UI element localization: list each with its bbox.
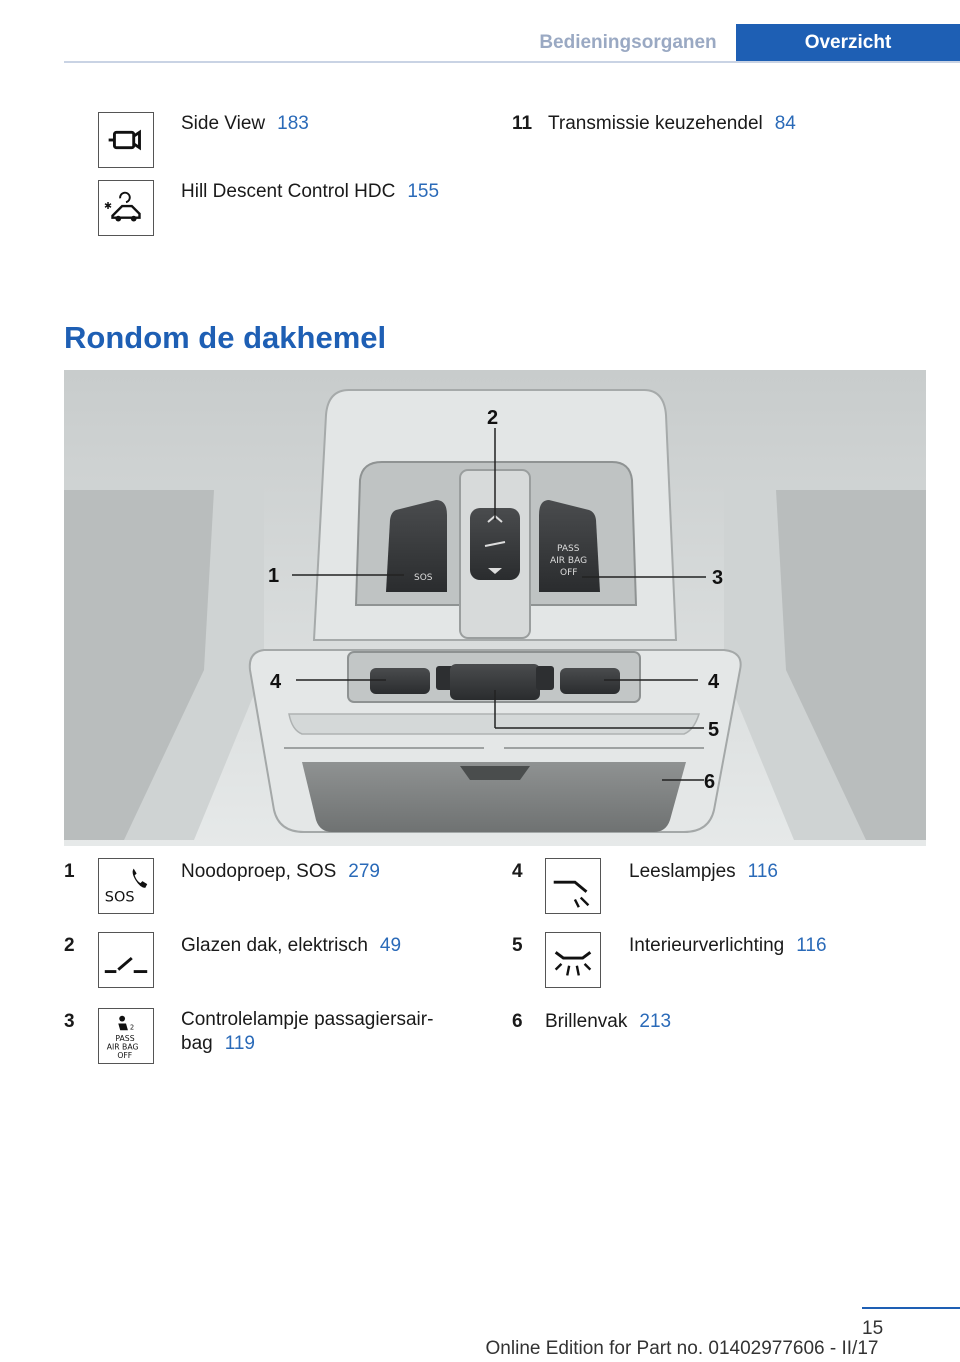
legend-label-2: Glazen dak, elektrisch [181, 935, 368, 956]
callout-1: 1 [268, 565, 280, 587]
legend-number-4: 4 [512, 861, 523, 882]
legend-number-3: 3 [64, 1011, 75, 1032]
footer-divider [862, 1307, 960, 1309]
transmission-item [548, 112, 796, 136]
edition-note: Online Edition for Part no. 01402977606 - II/17 [485, 1338, 879, 1359]
airbag-icon-pass: PASS [115, 1033, 135, 1043]
legend-item-3 [181, 1008, 451, 1056]
side-view-label: Side View [181, 113, 266, 134]
legend-label-4: Leeslampjes [629, 861, 736, 882]
legend-number-5: 5 [512, 935, 523, 956]
interior-light-icon [545, 932, 601, 988]
callout-5: 5 [708, 719, 720, 741]
passenger-airbag-off-icon [98, 1008, 154, 1064]
sunroof-icon [98, 932, 154, 988]
legend-item-5 [629, 934, 827, 958]
figure-airbag-airbag: AIR BAG [550, 556, 588, 566]
legend-item-4 [629, 860, 778, 884]
section-title: Rondom de dakhemel [64, 320, 387, 355]
legend-ref-4[interactable]: 116 [747, 861, 778, 882]
legend-ref-2[interactable]: 49 [379, 935, 402, 956]
callout-3: 3 [712, 567, 724, 589]
hill-descent-item [181, 180, 439, 204]
reading-lamp-icon [545, 858, 601, 914]
legend-label-3: Controlelampje passagiersair- [181, 1009, 434, 1030]
figure-airbag-off: OFF [560, 568, 578, 578]
svg-text:2: 2 [129, 1023, 135, 1032]
airbag-icon-airbag: AIR BAG [106, 1042, 139, 1052]
page-number: 15 [862, 1318, 884, 1339]
hill-descent-ref[interactable]: 155 [407, 181, 440, 202]
svg-text:✱: ✱ [103, 200, 112, 212]
legend-item-1 [181, 860, 380, 884]
callout-4-left: 4 [270, 671, 282, 693]
figure-airbag-pass: PASS [557, 544, 580, 554]
legend-label-3-cont: bag [181, 1033, 213, 1054]
legend-item-2 [181, 934, 401, 958]
figure-sos-label: SOS [414, 573, 433, 583]
hill-descent-icon [98, 180, 154, 236]
header-section-tab[interactable]: Bedieningsorganen [539, 32, 717, 53]
transmission-ref[interactable]: 84 [774, 113, 796, 134]
callout-4-right: 4 [708, 671, 720, 693]
side-view-item [181, 112, 309, 136]
legend-item-6 [545, 1010, 671, 1034]
legend-ref-3[interactable]: 119 [224, 1033, 255, 1054]
callout-6: 6 [704, 771, 716, 793]
airbag-icon-off: OFF [117, 1051, 133, 1061]
transmission-label: Transmissie keuzehendel [548, 113, 763, 134]
legend-label-1: Noodoproep, SOS [181, 861, 337, 882]
legend-number-2: 2 [64, 935, 75, 956]
legend-number-6: 6 [512, 1011, 523, 1032]
side-view-camera-icon [98, 112, 154, 168]
header-active-tab[interactable]: Overzicht [736, 24, 960, 62]
roof-console-illustration [64, 370, 926, 846]
header-divider [64, 61, 960, 63]
legend-number-1: 1 [64, 861, 75, 882]
transmission-number: 11 [512, 113, 533, 134]
svg-text:SOS: SOS [104, 889, 135, 906]
legend-label-6: Brillenvak [545, 1011, 628, 1032]
side-view-ref[interactable]: 183 [277, 113, 309, 134]
hill-descent-label: Hill Descent Control HDC [181, 181, 396, 202]
legend-ref-6[interactable]: 213 [639, 1011, 672, 1032]
callout-2: 2 [487, 407, 499, 429]
legend-ref-1[interactable]: 279 [348, 861, 380, 882]
legend-ref-5[interactable]: 116 [796, 935, 827, 956]
legend-label-5: Interieurverlichting [629, 935, 785, 956]
sos-phone-icon [98, 858, 154, 914]
